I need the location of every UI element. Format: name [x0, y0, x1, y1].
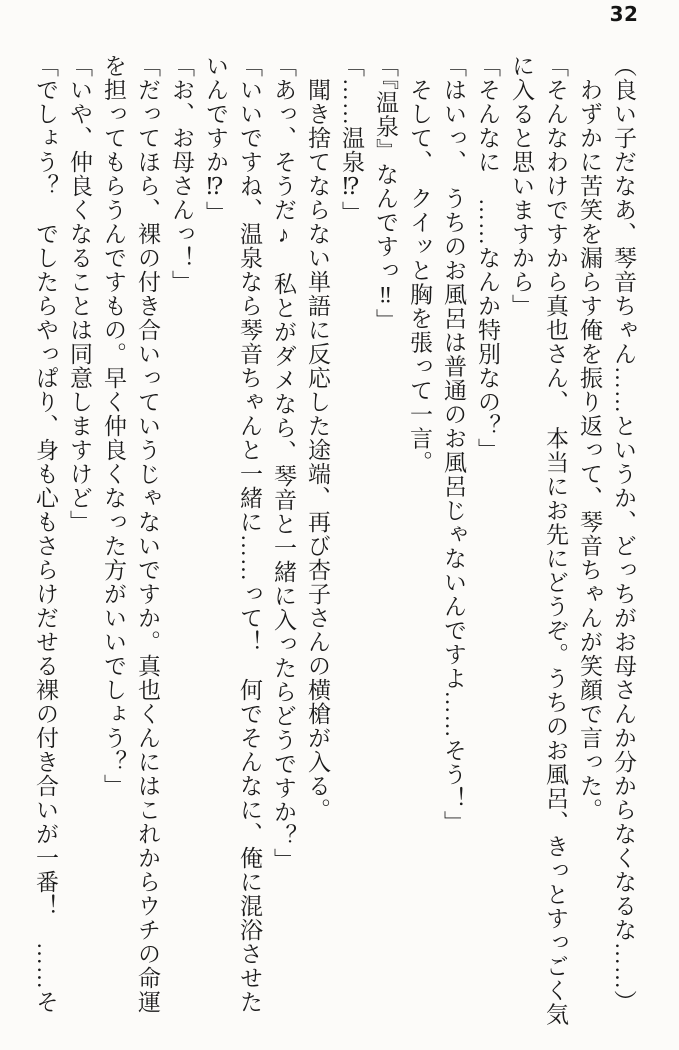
text-column-4: に入ると思いますから」 — [509, 54, 534, 318]
text-column-12: 「いいですね、温泉なら琴音ちゃんと一緒に……って！ 何でそんなに、俺に混浴させた — [237, 54, 262, 1014]
text-column-14: 「お、お母さんっ！」 — [169, 54, 194, 294]
text-column-3: 「そんなわけですから真也さん、 本当にお先にどうぞ。うちのお風呂、きっとすっごく気 — [543, 54, 568, 1027]
text-column-2: わずかに苦笑を漏らす俺を振り返って、琴音ちゃんが笑顔で言った。 — [577, 54, 602, 822]
text-column-10: 聞き捨てならない単語に反応した途端、再び杏子さんの横槍が入る。 — [305, 54, 330, 822]
text-column-8: 「『温泉』なんですっ‼」 — [373, 54, 398, 333]
text-column-11: 「あっ、そうだ♪ 私とがダメなら、琴音と一緒に入ったらどうですか？」 — [271, 54, 296, 872]
text-column-18: 「でしょう？ でしたらやっぱり、身も心もさらけだせる裸の付き合いが一番！ ……そ — [33, 54, 58, 1014]
text-column-16: を担ってもらうんですもの。早く仲良くなった方がいいでしょう？」 — [101, 54, 126, 798]
text-column-5: 「そんなに ……なんか特別なの？」 — [475, 54, 500, 462]
text-column-15: 「だってほら、裸の付き合いっていうじゃないですか。真也くんにはこれからウチの命運 — [135, 54, 160, 1014]
page-number: 32 — [609, 2, 639, 26]
text-column-9: 「……温泉⁉」 — [339, 54, 364, 225]
text-column-6: 「はいっ、 うちのお風呂は普通のお風呂じゃないんですよ……そう！」 — [441, 54, 466, 835]
text-block — [28, 54, 640, 1048]
text-column-7: そして、 クイッと胸を張って一言。 — [407, 54, 432, 475]
text-column-1: （良い子だなあ、琴音ちゃん……というか、どっちがお母さんか分からなくなるな……） — [611, 54, 636, 1014]
text-column-17: 「いや、仲良くなることは同意しますけど」 — [67, 54, 92, 534]
text-column-13: いんですか⁉」 — [203, 54, 228, 225]
